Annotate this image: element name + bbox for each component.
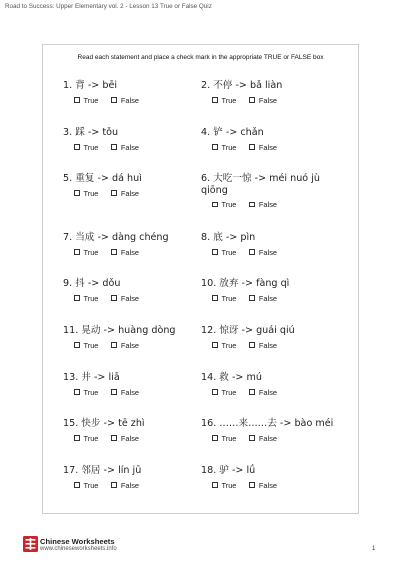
checkbox-icon[interactable]	[111, 144, 117, 150]
question-6-false-option[interactable]	[249, 200, 277, 209]
question-12-text: 12. 惊讶 -> guái qiú	[201, 325, 295, 336]
question-4-false-option[interactable]	[249, 143, 277, 152]
checkbox-icon[interactable]	[74, 249, 80, 255]
question-16	[201, 418, 349, 443]
checkbox-icon[interactable]	[249, 144, 255, 150]
page-number: 1	[372, 546, 376, 552]
question-5-false-option[interactable]	[111, 189, 139, 198]
question-8-text: 8. 底 -> pìn	[201, 232, 256, 243]
question-18	[201, 465, 349, 490]
question-1-text: 1. 背 -> bēi	[63, 80, 118, 91]
chinese-worksheets-logo-icon	[23, 536, 38, 552]
checkbox-icon[interactable]	[74, 482, 80, 488]
true-label: True	[83, 293, 99, 303]
question-10	[201, 278, 349, 303]
question-17-true-option[interactable]	[74, 481, 98, 490]
true-label: True	[83, 480, 99, 490]
checkbox-icon[interactable]	[212, 202, 218, 208]
question-3-false-option[interactable]	[111, 143, 139, 152]
question-10-true-option[interactable]	[212, 294, 236, 303]
false-label: False	[120, 247, 139, 257]
checkbox-icon[interactable]	[111, 249, 117, 255]
checkbox-icon[interactable]	[74, 342, 80, 348]
question-7-true-option[interactable]	[74, 248, 98, 257]
instructions-text: Read each statement and place a check mark in the appropriate TRUE or FALSE box	[77, 54, 324, 61]
false-label: False	[258, 247, 277, 257]
question-17	[63, 465, 211, 490]
checkbox-icon[interactable]	[212, 389, 218, 395]
true-label: True	[83, 247, 99, 257]
footer-url[interactable]: www.chineseworksheets.info	[40, 546, 117, 552]
true-label: True	[221, 480, 237, 490]
footer-branding	[40, 537, 117, 553]
false-label: False	[258, 433, 277, 443]
false-label: False	[258, 340, 277, 350]
question-15-true-option[interactable]	[74, 434, 98, 443]
checkbox-icon[interactable]	[74, 435, 80, 441]
false-label: False	[120, 188, 139, 198]
question-5-true-option[interactable]	[74, 189, 98, 198]
question-7-text: 7. 当成 -> dàng chéng	[63, 232, 169, 243]
checkbox-icon[interactable]	[111, 435, 117, 441]
question-10-text: 10. 放弃 -> fàng qì	[201, 278, 290, 289]
question-3	[63, 127, 211, 152]
checkbox-icon[interactable]	[111, 190, 117, 196]
question-11-false-option[interactable]	[111, 341, 139, 350]
question-16-false-option[interactable]	[249, 434, 277, 443]
checkbox-icon[interactable]	[212, 295, 218, 301]
question-16-text: 16. ……来……去 -> bào méi	[201, 418, 334, 429]
question-8-true-option[interactable]	[212, 248, 236, 257]
question-12-true-option[interactable]	[212, 341, 236, 350]
checkbox-icon[interactable]	[111, 97, 117, 103]
question-14	[201, 372, 349, 397]
checkbox-icon[interactable]	[249, 482, 255, 488]
question-11	[63, 325, 211, 350]
checkbox-icon[interactable]	[111, 295, 117, 301]
false-label: False	[120, 480, 139, 490]
true-label: True	[221, 340, 237, 350]
question-13-text: 13. 井 -> liā	[63, 372, 120, 383]
question-12-false-option[interactable]	[249, 341, 277, 350]
question-9-true-option[interactable]	[74, 294, 98, 303]
question-17-false-option[interactable]	[111, 481, 139, 490]
false-label: False	[258, 200, 277, 209]
checkbox-icon[interactable]	[249, 295, 255, 301]
question-17-text: 17. 邻居 -> lín jū	[63, 465, 142, 476]
checkbox-icon[interactable]	[74, 190, 80, 196]
question-15-false-option[interactable]	[111, 434, 139, 443]
checkbox-icon[interactable]	[74, 389, 80, 395]
checkbox-icon[interactable]	[212, 97, 218, 103]
question-11-text: 11. 晃动 -> huàng dòng	[63, 325, 176, 336]
checkbox-icon[interactable]	[74, 295, 80, 301]
document-header: Road to Success: Upper Elementary vol. 2 - Lesson 13 True or False Quiz	[5, 3, 212, 10]
checkbox-icon[interactable]	[111, 482, 117, 488]
question-5-text: 5. 重复 -> dá huì	[63, 173, 142, 184]
true-label: True	[83, 387, 99, 397]
question-18-true-option[interactable]	[212, 481, 236, 490]
checkbox-icon[interactable]	[212, 482, 218, 488]
true-label: True	[221, 95, 237, 105]
question-10-false-option[interactable]	[249, 294, 277, 303]
true-label: True	[221, 142, 237, 152]
question-1	[63, 80, 211, 105]
question-14-false-option[interactable]	[249, 388, 277, 397]
question-7	[63, 232, 211, 257]
checkbox-icon[interactable]	[249, 342, 255, 348]
checkbox-icon[interactable]	[111, 342, 117, 348]
checkbox-icon[interactable]	[74, 144, 80, 150]
false-label: False	[120, 293, 139, 303]
question-4-text: 4. 铲 -> chǎn	[201, 127, 264, 138]
false-label: False	[258, 387, 277, 397]
checkbox-icon[interactable]	[212, 435, 218, 441]
question-4-true-option[interactable]	[212, 143, 236, 152]
checkbox-icon[interactable]	[212, 342, 218, 348]
checkbox-icon[interactable]	[249, 249, 255, 255]
question-6-text: 6. 大吃一惊 -> méi nuó jù qiōng	[201, 173, 320, 196]
question-8	[201, 232, 349, 257]
checkbox-icon[interactable]	[212, 249, 218, 255]
question-6-true-option[interactable]	[212, 200, 236, 209]
footer-brand-name: Chinese Worksheets	[40, 537, 115, 546]
question-1-true-option[interactable]	[74, 96, 98, 105]
checkbox-icon[interactable]	[212, 144, 218, 150]
question-14-text: 14. 救 -> mú	[201, 372, 262, 383]
false-label: False	[120, 95, 139, 105]
question-13	[63, 372, 211, 397]
false-label: False	[258, 95, 277, 105]
question-8-false-option[interactable]	[249, 248, 277, 257]
false-label: False	[120, 433, 139, 443]
true-label: True	[83, 142, 99, 152]
false-label: False	[120, 142, 139, 152]
checkbox-icon[interactable]	[74, 97, 80, 103]
false-label: False	[120, 340, 139, 350]
question-13-true-option[interactable]	[74, 388, 98, 397]
question-3-true-option[interactable]	[74, 143, 98, 152]
question-7-false-option[interactable]	[111, 248, 139, 257]
question-3-text: 3. 踩 -> tǒu	[63, 127, 119, 138]
false-label: False	[258, 293, 277, 303]
question-5	[63, 173, 211, 198]
question-9-text: 9. 抖 -> dǒu	[63, 278, 121, 289]
question-2-text: 2. 不停 -> bǎ liàn	[201, 80, 283, 91]
question-2	[201, 80, 349, 105]
quiz-frame	[42, 44, 359, 514]
question-13-false-option[interactable]	[111, 388, 139, 397]
question-9	[63, 278, 211, 303]
checkbox-icon[interactable]	[249, 389, 255, 395]
question-18-false-option[interactable]	[249, 481, 277, 490]
question-12	[201, 325, 349, 350]
checkbox-icon[interactable]	[249, 97, 255, 103]
true-label: True	[221, 200, 237, 209]
question-15-text: 15. 快步 -> tē zhì	[63, 418, 145, 429]
question-2-true-option[interactable]	[212, 96, 236, 105]
question-14-true-option[interactable]	[212, 388, 236, 397]
true-label: True	[83, 340, 99, 350]
true-label: True	[83, 188, 99, 198]
question-16-true-option[interactable]	[212, 434, 236, 443]
question-11-true-option[interactable]	[74, 341, 98, 350]
question-6	[201, 173, 349, 209]
true-label: True	[221, 293, 237, 303]
false-label: False	[120, 387, 139, 397]
checkbox-icon[interactable]	[249, 202, 255, 208]
checkbox-icon[interactable]	[111, 389, 117, 395]
checkbox-icon[interactable]	[249, 435, 255, 441]
true-label: True	[221, 247, 237, 257]
question-9-false-option[interactable]	[111, 294, 139, 303]
true-label: True	[221, 387, 237, 397]
question-4	[201, 127, 349, 152]
true-label: True	[221, 433, 237, 443]
question-2-false-option[interactable]	[249, 96, 277, 105]
true-label: True	[83, 433, 99, 443]
true-label: True	[83, 95, 99, 105]
false-label: False	[258, 480, 277, 490]
question-18-text: 18. 驴 -> lǘ	[201, 465, 256, 476]
question-1-false-option[interactable]	[111, 96, 139, 105]
question-15	[63, 418, 211, 443]
false-label: False	[258, 142, 277, 152]
